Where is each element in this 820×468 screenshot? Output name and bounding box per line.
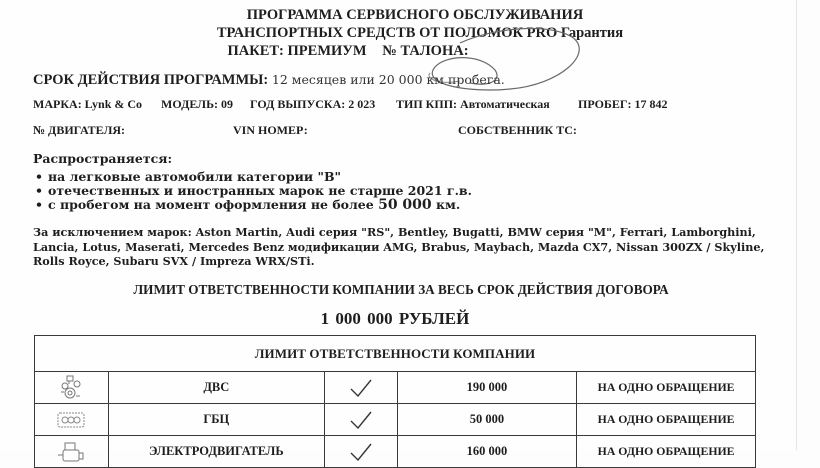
coverage-mileage-unit: км.: [436, 197, 461, 212]
electric-motor-icon: [35, 436, 109, 468]
coverage-item-text: отечественных и иностранных марок не старше 2021 г.в.: [48, 183, 472, 198]
component-name: ДВС: [108, 372, 324, 404]
liability-total: 1 000 000 РУБЛЕЙ: [320, 309, 470, 328]
vin-number: VIN НОМЕР:: [233, 123, 308, 137]
table-row: [35, 372, 756, 404]
package-label: ПАКЕТ: ПРЕМИУМ: [227, 43, 367, 59]
liability-table: [34, 335, 756, 468]
limit-amount: 190 000: [397, 372, 577, 404]
liability-heading: ЛИМИТ ОТВЕТСТВЕННОСТИ КОМПАНИИ ЗА ВЕСЬ СРОК ДЕЙСТВИЯ ДОГОВОРА: [133, 282, 669, 297]
vehicle-gearbox: ТИП КПП: Автоматическая: [396, 97, 550, 111]
program-term: [33, 72, 505, 89]
limit-amount: 50 000: [397, 404, 577, 436]
component-name: ГБЦ: [108, 404, 324, 436]
vehicle-model: МОДЕЛЬ: 09: [161, 97, 234, 111]
coupon-label: № ТАЛОНА:: [382, 43, 469, 59]
engine-icon: [35, 372, 109, 404]
coverage-item-text: на легковые автомобили категории "В": [48, 169, 342, 184]
limit-basis: НА ОДНО ОБРАЩЕНИЕ: [577, 372, 756, 404]
limit-basis: НА ОДНО ОБРАЩЕНИЕ: [577, 404, 756, 436]
coverage-item: [35, 170, 472, 184]
coverage-item: [35, 198, 472, 212]
engine-number: № ДВИГАТЕЛЯ:: [33, 123, 126, 137]
limit-basis: НА ОДНО ОБРАЩЕНИЕ: [577, 436, 756, 468]
coverage-heading: Распространяется:: [33, 151, 173, 166]
program-term-label: СРОК ДЕЙСТВИЯ ПРОГРАММЫ:: [33, 72, 269, 88]
coverage-mileage-limit: 50 000: [378, 197, 432, 213]
cylinder-head-icon: [35, 404, 109, 436]
vehicle-mileage: ПРОБЕГ: 17 842: [578, 97, 668, 111]
table-row: [35, 404, 756, 436]
table-row: [35, 436, 756, 468]
coverage-item-text: с пробегом на момент оформления не более: [48, 197, 374, 212]
vehicle-year: ГОД ВЫПУСКА: 2 023: [250, 97, 376, 111]
check-icon: [324, 372, 397, 404]
program-term-value: 12 месяцев или 20 000 км пробега.: [271, 72, 505, 87]
liability-table-header: [35, 336, 756, 372]
doc-title-line2: ТРАНСПОРТНЫХ СРЕДСТВ ОТ ПОЛОМОК PRO Гарантия: [216, 25, 624, 41]
doc-title-line1: ПРОГРАММА СЕРВИСНОГО ОБСЛУЖИВАНИЯ: [246, 7, 584, 23]
limit-amount: 160 000: [397, 436, 577, 468]
check-icon: [324, 436, 397, 468]
coverage-item: [35, 184, 472, 198]
vehicle-owner: СОБСТВЕННИК ТС:: [458, 123, 577, 137]
component-name: ЭЛЕКТРОДВИГАТЕЛЬ: [108, 436, 324, 468]
package-line: [0, 43, 748, 60]
vehicle-brand: МАРКА: Lynk & Co: [33, 97, 143, 111]
liability-table-title: ЛИМИТ ОТВЕТСТВЕННОСТИ КОМПАНИИ: [35, 336, 756, 372]
coverage-list: [35, 170, 472, 212]
excluded-brands: За исключением марок: Aston Martin, Audi серия "RS", Bentley, Bugatti, BMW серия "M", Ferrari, Lamborghini, Lancia, Lotus, Maserati, Mercedes Benz модификации AMG, Brabus, Maybach, Mazda CX7, Nissan 300ZX / Skyline, Rolls Royce, Subaru SVX / Impreza WRX/STi.: [33, 225, 765, 268]
check-icon: [324, 404, 397, 436]
